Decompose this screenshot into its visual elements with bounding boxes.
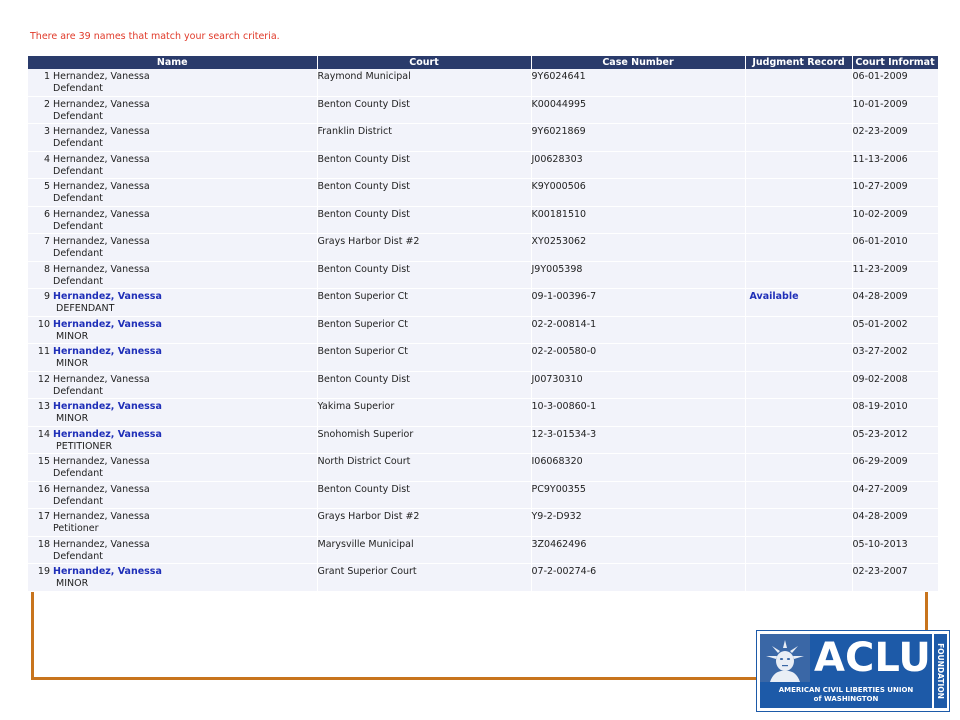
column-header-court[interactable]: Court: [317, 56, 531, 69]
judgment-record-cell: [745, 261, 852, 289]
name-text: Hernandez, Vanessa: [53, 511, 150, 522]
case-number-cell: 9Y6021869: [531, 124, 745, 152]
party-role: MINOR: [56, 578, 89, 589]
name-link[interactable]: Hernandez, Vanessa: [53, 318, 162, 330]
judgment-record-cell: [745, 536, 852, 564]
court-info-date-cell: 10-27-2009: [852, 179, 938, 207]
case-number-cell: I06068320: [531, 454, 745, 482]
court-info-date-cell: 04-28-2009: [852, 509, 938, 537]
case-number-cell: 12-3-01534-3: [531, 426, 745, 454]
case-number-cell: 09-1-00396-7: [531, 289, 745, 317]
logo-wordmark: ACLU: [814, 635, 931, 681]
case-number-cell: Y9-2-D932: [531, 509, 745, 537]
case-number-cell: K00181510: [531, 206, 745, 234]
table-row: [28, 316, 938, 344]
court-info-date-cell: 11-13-2006: [852, 151, 938, 179]
judgment-record-cell: [745, 124, 852, 152]
name-link[interactable]: Hernandez, Vanessa: [53, 428, 162, 440]
row-number: 10: [37, 318, 50, 330]
table-row: [28, 151, 938, 179]
party-role: Defendant: [53, 193, 103, 204]
name-text: Hernandez, Vanessa: [53, 98, 150, 110]
aclu-logo: [756, 630, 950, 712]
table-row: [28, 124, 938, 152]
court-info-date-cell: 06-29-2009: [852, 454, 938, 482]
name-cell: [28, 289, 317, 317]
court-cell: Benton County Dist: [317, 151, 531, 179]
case-number-cell: XY0253062: [531, 234, 745, 262]
court-cell: Benton County Dist: [317, 96, 531, 124]
court-cell: Snohomish Superior: [317, 426, 531, 454]
table-row: [28, 371, 938, 399]
name-cell: [28, 96, 317, 124]
court-cell: Grays Harbor Dist #2: [317, 234, 531, 262]
court-info-date-cell: 04-28-2009: [852, 289, 938, 317]
party-role: Defendant: [53, 495, 103, 507]
judgment-record-cell: [745, 426, 852, 454]
party-role: MINOR: [56, 358, 89, 369]
column-header-court-information[interactable]: Court Informat: [852, 56, 938, 69]
court-info-date-cell: 06-01-2010: [852, 234, 938, 262]
case-number-cell: 07-2-00274-6: [531, 564, 745, 592]
court-info-date-cell: 04-27-2009: [852, 481, 938, 509]
case-number-cell: K9Y000506: [531, 179, 745, 207]
logo-panel: [760, 634, 932, 708]
court-info-date-cell: 10-02-2009: [852, 206, 938, 234]
row-number: 4: [43, 153, 50, 165]
party-role: Defendant: [53, 275, 103, 287]
table-row: [28, 454, 938, 482]
party-role: Defendant: [53, 165, 103, 177]
table-row: [28, 344, 938, 372]
party-role: Defendant: [53, 550, 103, 562]
column-header-judgment-record[interactable]: Judgment Record: [745, 56, 852, 69]
row-number: 14: [37, 428, 50, 440]
name-cell: [28, 481, 317, 509]
court-info-date-cell: 09-02-2008: [852, 371, 938, 399]
court-cell: Benton County Dist: [317, 481, 531, 509]
court-cell: Benton County Dist: [317, 261, 531, 289]
table-row: [28, 509, 938, 537]
name-cell: [28, 261, 317, 289]
judgment-record-cell: [745, 316, 852, 344]
court-info-date-cell: 02-23-2007: [852, 564, 938, 592]
name-cell: [28, 124, 317, 152]
judgment-record-cell: [745, 371, 852, 399]
party-role: Petitioner: [53, 523, 99, 534]
court-cell: Benton Superior Ct: [317, 316, 531, 344]
court-cell: Raymond Municipal: [317, 69, 531, 96]
name-cell: [28, 454, 317, 482]
court-cell: Benton Superior Ct: [317, 289, 531, 317]
case-number-cell: 9Y6024641: [531, 69, 745, 96]
name-cell: [28, 426, 317, 454]
row-number: 9: [43, 291, 50, 302]
header-row: [28, 56, 938, 69]
table-row: [28, 234, 938, 262]
name-text: Hernandez, Vanessa: [53, 71, 150, 82]
logo-subtitle: [760, 686, 932, 704]
name-text: Hernandez, Vanessa: [53, 456, 150, 467]
name-text: Hernandez, Vanessa: [53, 181, 150, 192]
judgment-record-cell: [745, 564, 852, 592]
judgment-record-cell: [745, 289, 852, 317]
court-cell: Benton County Dist: [317, 179, 531, 207]
judgment-record-cell: [745, 206, 852, 234]
name-link[interactable]: Hernandez, Vanessa: [53, 566, 162, 577]
name-text: Hernandez, Vanessa: [53, 126, 150, 137]
name-cell: [28, 206, 317, 234]
row-number: 16: [37, 483, 50, 495]
table-row: [28, 399, 938, 427]
court-info-date-cell: 05-01-2002: [852, 316, 938, 344]
court-cell: Franklin District: [317, 124, 531, 152]
name-cell: [28, 69, 317, 96]
court-info-date-cell: 05-23-2012: [852, 426, 938, 454]
statue-of-liberty-icon: [760, 634, 810, 682]
row-number: 12: [37, 373, 50, 385]
case-number-cell: 10-3-00860-1: [531, 399, 745, 427]
logo-side-text: FOUNDATION: [936, 643, 945, 699]
court-cell: Marysville Municipal: [317, 536, 531, 564]
party-role: Defendant: [53, 110, 103, 122]
row-number: 19: [37, 566, 50, 577]
case-number-cell: 02-2-00580-0: [531, 344, 745, 372]
judgment-record-cell: [745, 96, 852, 124]
row-number: 2: [43, 98, 50, 110]
name-link[interactable]: Hernandez, Vanessa: [53, 401, 162, 412]
table-row: [28, 289, 938, 317]
row-number: 11: [37, 346, 50, 357]
table-row: [28, 536, 938, 564]
row-number: 15: [37, 456, 50, 467]
name-cell: [28, 399, 317, 427]
results-count-message: There are 39 names that match your search criteria.: [30, 31, 280, 42]
name-cell: [28, 179, 317, 207]
table-row: [28, 179, 938, 207]
party-role: Defendant: [53, 220, 103, 232]
table-row: [28, 206, 938, 234]
court-info-date-cell: 05-10-2013: [852, 536, 938, 564]
row-number: 13: [37, 401, 50, 412]
row-number: 1: [43, 71, 50, 82]
table-row: [28, 426, 938, 454]
name-link[interactable]: Hernandez, Vanessa: [53, 291, 162, 302]
court-info-date-cell: 03-27-2002: [852, 344, 938, 372]
name-text: Hernandez, Vanessa: [53, 263, 150, 275]
column-header-name[interactable]: Name: [28, 56, 317, 69]
table-row: [28, 69, 938, 96]
row-number: 5: [43, 181, 50, 192]
party-role: Defendant: [53, 138, 103, 149]
name-cell: [28, 536, 317, 564]
court-cell: Benton County Dist: [317, 206, 531, 234]
court-cell: Grays Harbor Dist #2: [317, 509, 531, 537]
court-cell: Yakima Superior: [317, 399, 531, 427]
party-role: MINOR: [56, 330, 89, 342]
results-table: [28, 56, 939, 592]
name-text: Hernandez, Vanessa: [53, 236, 150, 247]
court-info-date-cell: 06-01-2009: [852, 69, 938, 96]
case-number-cell: J00628303: [531, 151, 745, 179]
name-cell: [28, 344, 317, 372]
table-row: [28, 564, 938, 592]
row-number: 17: [37, 511, 50, 522]
name-cell: [28, 234, 317, 262]
logo-subtitle-line-2: of WASHINGTON: [813, 695, 879, 703]
row-number: 7: [43, 236, 50, 247]
court-info-date-cell: 08-19-2010: [852, 399, 938, 427]
table-row: [28, 96, 938, 124]
judgment-record-cell: [745, 454, 852, 482]
case-number-cell: 02-2-00814-1: [531, 316, 745, 344]
name-text: Hernandez, Vanessa: [53, 373, 150, 385]
name-cell: [28, 151, 317, 179]
name-text: Hernandez, Vanessa: [53, 538, 150, 550]
court-cell: Benton County Dist: [317, 371, 531, 399]
judgment-record-cell: [745, 151, 852, 179]
court-cell: Grant Superior Court: [317, 564, 531, 592]
logo-side-bar: [934, 634, 947, 708]
party-role: Defendant: [53, 385, 103, 397]
party-role: MINOR: [56, 413, 89, 424]
case-number-cell: PC9Y00355: [531, 481, 745, 509]
row-number: 6: [43, 208, 50, 220]
name-link[interactable]: Hernandez, Vanessa: [53, 346, 162, 357]
name-cell: [28, 371, 317, 399]
case-number-cell: J00730310: [531, 371, 745, 399]
judgment-record-cell: [745, 69, 852, 96]
court-info-date-cell: 02-23-2009: [852, 124, 938, 152]
judgment-available-link[interactable]: Available: [749, 291, 799, 302]
name-cell: [28, 564, 317, 592]
court-info-date-cell: 10-01-2009: [852, 96, 938, 124]
row-number: 8: [43, 263, 50, 275]
party-role: DEFENDANT: [56, 303, 115, 314]
table-row: [28, 481, 938, 509]
party-role: Defendant: [53, 83, 103, 94]
case-number-cell: 3Z0462496: [531, 536, 745, 564]
logo-subtitle-line-1: AMERICAN CIVIL LIBERTIES UNION: [778, 686, 914, 694]
judgment-record-cell: [745, 481, 852, 509]
name-cell: [28, 316, 317, 344]
judgment-record-cell: [745, 509, 852, 537]
judgment-record-cell: [745, 234, 852, 262]
party-role: Defendant: [53, 468, 103, 479]
judgment-record-cell: [745, 399, 852, 427]
name-text: Hernandez, Vanessa: [53, 208, 150, 220]
name-text: Hernandez, Vanessa: [53, 483, 150, 495]
column-header-case-number[interactable]: Case Number: [531, 56, 745, 69]
party-role: PETITIONER: [56, 440, 113, 452]
case-number-cell: J9Y005398: [531, 261, 745, 289]
search-results: [28, 56, 935, 589]
court-cell: North District Court: [317, 454, 531, 482]
court-info-date-cell: 11-23-2009: [852, 261, 938, 289]
name-cell: [28, 509, 317, 537]
row-number: 18: [37, 538, 50, 550]
table-row: [28, 261, 938, 289]
case-number-cell: K00044995: [531, 96, 745, 124]
court-cell: Benton Superior Ct: [317, 344, 531, 372]
judgment-record-cell: [745, 179, 852, 207]
name-text: Hernandez, Vanessa: [53, 153, 150, 165]
judgment-record-cell: [745, 344, 852, 372]
row-number: 3: [43, 126, 50, 137]
party-role: Defendant: [53, 248, 103, 259]
